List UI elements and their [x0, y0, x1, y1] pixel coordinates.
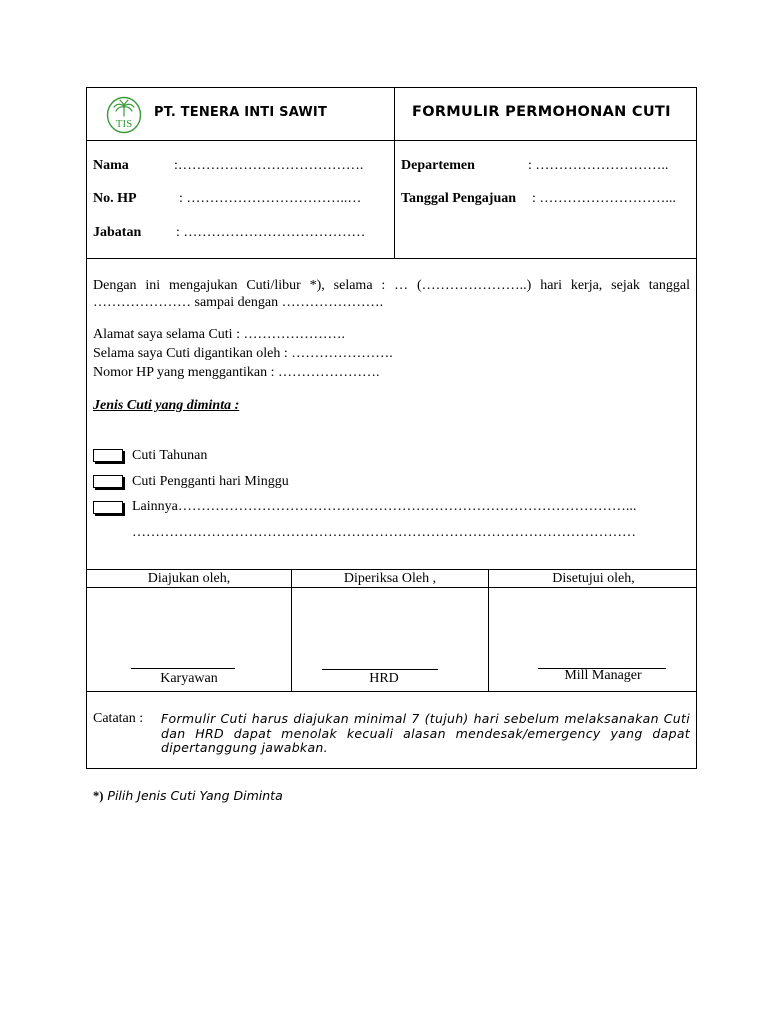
- name-field[interactable]: :………………………………….: [174, 158, 364, 173]
- sunday-replacement-label: Cuti Pengganti hari Minggu: [132, 474, 289, 489]
- leave-request-form: [86, 87, 697, 769]
- checked-by-header: Diperiksa Oleh ,: [343, 571, 437, 586]
- submitted-by-header: Diajukan oleh,: [147, 571, 231, 586]
- approved-by-header: Disetujui oleh,: [552, 571, 635, 586]
- request-statement: Dengan ini mengajukan Cuti/libur *), selama : … (…………………..) hari kerja, sejak tanggal ………………… sampai dengan ………………….: [93, 278, 690, 310]
- phone-label: No. HP: [93, 191, 137, 206]
- footnote: [93, 788, 283, 804]
- fields-bottom-rule: [87, 258, 696, 259]
- fields-divider: [394, 140, 395, 258]
- approvals-divider-2: [488, 569, 489, 691]
- hrd-signature-line[interactable]: [322, 669, 438, 670]
- replacement-phone-line: Nomor HP yang menggantikan : ………………….: [93, 365, 380, 380]
- form-title: FORMULIR PERMOHONAN CUTI: [412, 104, 671, 120]
- mill-manager-role-label: Mill Manager: [564, 668, 642, 683]
- approvals-top-rule: [87, 569, 696, 570]
- leave-type-heading: Jenis Cuti yang diminta :: [93, 398, 240, 413]
- other-leave-label[interactable]: Lainnya……………………………………………………………………………………...: [132, 499, 637, 514]
- note-label: Catatan :: [93, 711, 144, 726]
- approvals-header-rule: [87, 587, 696, 588]
- hrd-role-label: HRD: [369, 671, 399, 686]
- sunday-replacement-checkbox[interactable]: [93, 475, 123, 488]
- company-name: PT. TENERA INTI SAWIT: [154, 105, 328, 120]
- employee-role-label: Karyawan: [160, 671, 218, 686]
- other-leave-checkbox[interactable]: [93, 501, 123, 514]
- department-label: Departemen: [401, 158, 475, 173]
- annual-leave-label: Cuti Tahunan: [132, 448, 208, 463]
- replaced-by-line: Selama saya Cuti digantikan oleh : ………………….: [93, 346, 393, 361]
- position-label: Jabatan: [93, 225, 142, 240]
- logo-text: TIS: [115, 118, 133, 130]
- annual-leave-checkbox[interactable]: [93, 449, 123, 462]
- department-field[interactable]: : ………………………..: [528, 158, 669, 173]
- submission-date-field[interactable]: : ………………………...: [532, 191, 676, 206]
- leave-address-line: Alamat saya selama Cuti : ………………….: [93, 327, 345, 342]
- position-field[interactable]: : …………………………………: [176, 225, 366, 240]
- employee-signature-line[interactable]: [131, 668, 235, 669]
- header-divider: [394, 88, 395, 140]
- submission-date-label: Tanggal Pengajuan: [401, 191, 517, 206]
- other-leave-continuation[interactable]: ………………………………………………………………………………………………: [132, 525, 636, 540]
- note-text: Formulir Cuti harus diajukan minimal 7 (tujuh) hari sebelum melaksanakan Cuti dan HRD dapat menolak kecuali alasan mendesak/emergency yang dapat dipertanggung jawabkan.: [161, 711, 690, 755]
- footnote-marker: *): [93, 789, 104, 803]
- tis-palm-logo: [106, 96, 142, 134]
- header-bottom-rule: [87, 140, 696, 141]
- approvals-bottom-rule: [87, 691, 696, 692]
- footnote-text: Pilih Jenis Cuti Yang Diminta: [107, 788, 283, 803]
- name-label: Nama: [93, 158, 129, 173]
- phone-field[interactable]: : ……………………………..…: [179, 191, 362, 206]
